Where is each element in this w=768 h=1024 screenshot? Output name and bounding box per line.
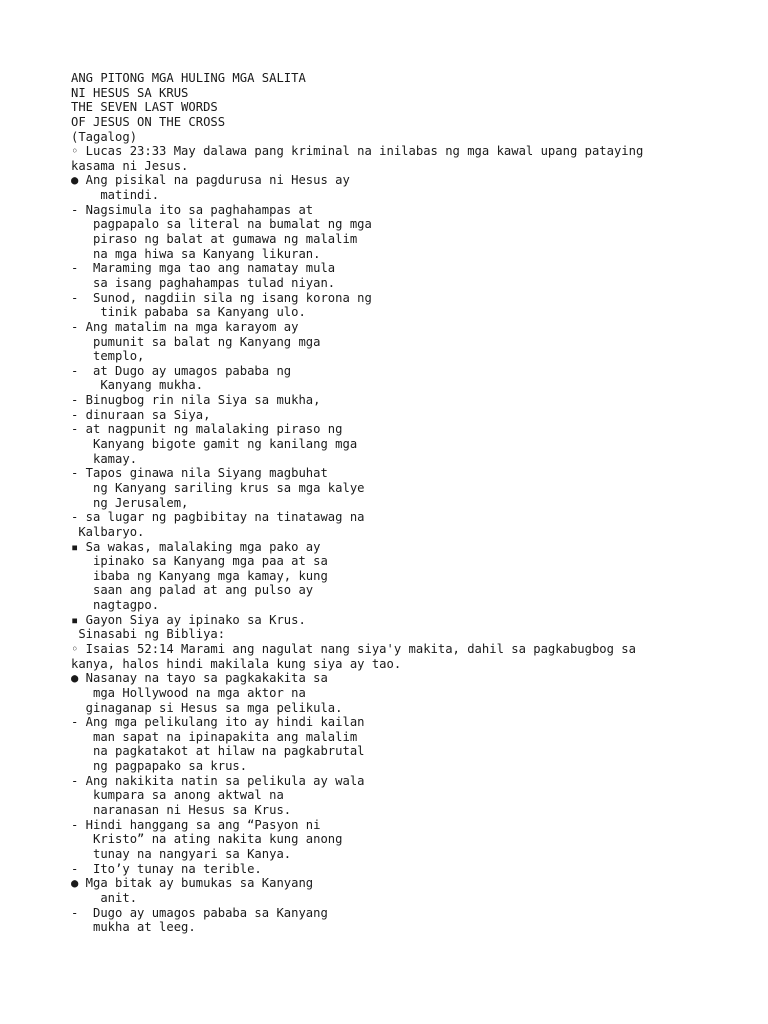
text-line: Kanyang bigote gamit ng kanilang mga	[71, 437, 358, 452]
text-line: kamay.	[71, 451, 138, 466]
text-line: - Ito’y tunay na terible.	[71, 861, 262, 876]
text-line: nagtagpo.	[71, 598, 160, 613]
text-line: Kristo” na ating nakita kung anong	[71, 832, 343, 847]
text-line: - Maraming mga tao ang namatay mula	[71, 261, 336, 276]
text-line: ng Jerusalem,	[71, 495, 189, 510]
text-line: ◦ Isaias 52:14 Marami ang nagulat nang siya'y makita, dahil sa pagkabugbog sa	[71, 641, 636, 656]
text-line: na mga hiwa sa Kanyang likuran.	[71, 246, 321, 261]
text-line: ● Ang pisikal na pagdurusa ni Hesus ay	[71, 173, 350, 188]
text-line: mga Hollywood na mga aktor na	[71, 685, 306, 700]
text-line: ng Kanyang sariling krus sa mga kalye	[71, 480, 365, 495]
text-line: mukha at leeg.	[71, 920, 196, 935]
text-line: tinik pababa sa Kanyang ulo.	[71, 305, 306, 320]
text-line: ANG PITONG MGA HULING MGA SALITA	[71, 71, 306, 85]
text-line: pagpapalo sa literal na bumalat ng mga	[71, 217, 372, 232]
text-line: - Ang nakikita natin sa pelikula ay wala	[71, 773, 365, 788]
text-line: naranasan ni Hesus sa Krus.	[71, 803, 292, 818]
text-line: templo,	[71, 349, 145, 364]
text-line: Sinasabi ng Bibliya:	[71, 627, 226, 642]
text-line: - Ang mga pelikulang ito ay hindi kailan	[71, 715, 365, 730]
text-line: - Ang matalim na mga karayom ay	[71, 319, 299, 334]
text-line: matindi.	[71, 188, 160, 203]
text-line: saan ang palad at ang pulso ay	[71, 583, 314, 598]
text-line: na pagkatakot at hilaw na pagkabrutal	[71, 744, 365, 759]
text-line: sa isang paghahampas tulad niyan.	[71, 275, 336, 290]
text-line: piraso ng balat at gumawa ng malalim	[71, 232, 358, 247]
text-line: ginaganap si Hesus sa mga pelikula.	[71, 700, 343, 715]
text-line: ◦ Lucas 23:33 May dalawa pang kriminal na inilabas ng mga kawal upang pataying	[71, 144, 644, 159]
text-line: ipinako sa Kanyang mga paa at sa	[71, 554, 328, 569]
text-line: kanya, halos hindi makilala kung siya ay tao.	[71, 656, 402, 671]
text-line: - Dugo ay umagos pababa sa Kanyang	[71, 905, 328, 920]
text-line: anit.	[71, 890, 138, 905]
text-line: THE SEVEN LAST WORDS	[71, 100, 218, 115]
text-line: NI HESUS SA KRUS	[71, 85, 189, 100]
text-line: ▪ Gayon Siya ay ipinako sa Krus.	[71, 612, 306, 627]
text-line: - Tapos ginawa nila Siyang magbuhat	[71, 466, 328, 481]
text-line: Kalbaryo.	[71, 524, 145, 539]
text-line: man sapat na ipinapakita ang malalim	[71, 729, 358, 744]
text-line: - Nagsimula ito sa paghahampas at	[71, 202, 314, 217]
text-line: - Sunod, nagdiin sila ng isang korona ng	[71, 290, 372, 305]
text-line: ibaba ng Kanyang mga kamay, kung	[71, 568, 328, 583]
text-line: tunay na nangyari sa Kanya.	[71, 846, 292, 861]
text-line: - dinuraan sa Siya,	[71, 407, 211, 422]
text-line: ● Nasanay na tayo sa pagkakakita sa	[71, 671, 328, 686]
text-line: (Tagalog)	[71, 129, 138, 144]
text-line: OF JESUS ON THE CROSS	[71, 114, 226, 129]
text-line: ▪ Sa wakas, malalaking mga pako ay	[71, 539, 321, 554]
text-line: ng pagpapako sa krus.	[71, 759, 248, 774]
text-line: - at Dugo ay umagos pababa ng	[71, 363, 292, 378]
text-line: kasama ni Jesus.	[71, 158, 189, 173]
document-page	[71, 71, 751, 935]
text-line: pumunit sa balat ng Kanyang mga	[71, 334, 321, 349]
text-line: - at nagpunit ng malalaking piraso ng	[71, 422, 343, 437]
text-line: ● Mga bitak ay bumukas sa Kanyang	[71, 876, 314, 891]
text-line: - Binugbog rin nila Siya sa mukha,	[71, 393, 321, 408]
text-line: - sa lugar ng pagbibitay na tinatawag na	[71, 510, 365, 525]
text-line: Kanyang mukha.	[71, 378, 204, 393]
text-line: - Hindi hanggang sa ang “Pasyon ni	[71, 817, 321, 832]
text-line: kumpara sa anong aktwal na	[71, 788, 284, 803]
